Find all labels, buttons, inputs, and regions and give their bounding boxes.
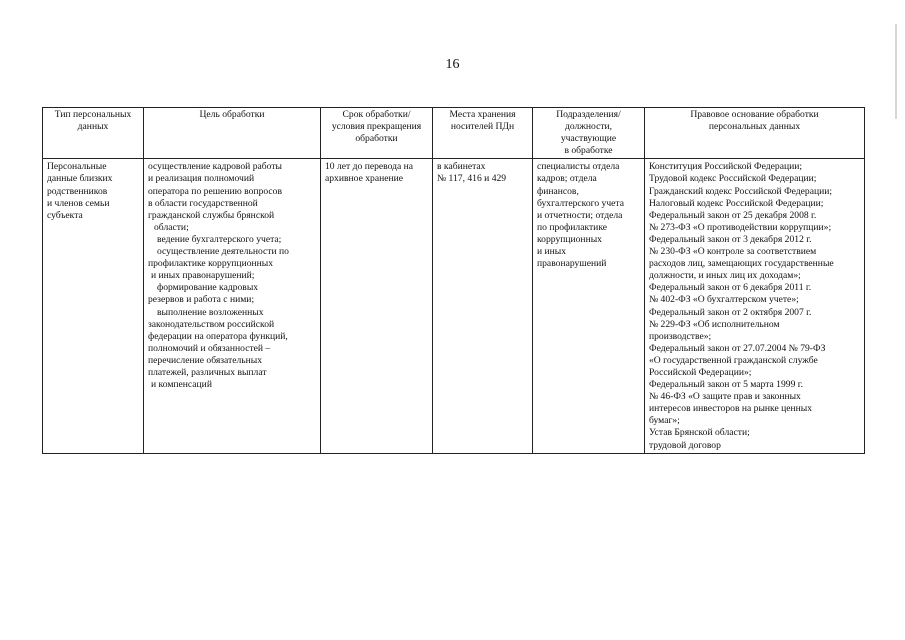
text-line: осуществление кадровой работы (148, 161, 282, 173)
text-line: и иных (537, 246, 567, 258)
text-line: кадров; отдела (537, 173, 597, 185)
text-line: осуществление деятельности по (157, 246, 289, 258)
text-line: Налоговый кодекс Российской Федерации; (649, 197, 824, 209)
header-line: Подразделения/ (556, 109, 621, 120)
text-line: бухгалтерского учета (537, 197, 624, 209)
text-line: интересов инвесторов на рынке ценных (649, 403, 813, 415)
text-line: специалисты отдела (537, 161, 620, 173)
text-line: архивное хранение (325, 173, 403, 185)
text-line: расходов лиц, замещающих государственные (649, 258, 834, 270)
text-line: производстве»; (649, 330, 712, 342)
text-line: области; (154, 221, 189, 233)
text-line: трудовой договор (649, 439, 721, 451)
text-line: в кабинетах (437, 161, 486, 173)
header-line: носителей ПДн (450, 121, 515, 133)
text-line: платежей, различных выплат (148, 366, 267, 378)
text-line: Персональные (47, 161, 107, 173)
text-line: по профилактике (537, 221, 607, 233)
header-line: участвующие (560, 133, 617, 145)
header-line: Цель обработки (199, 109, 265, 120)
header-purpose (144, 108, 321, 159)
header-line: Места хранения (449, 109, 516, 120)
text-line: № 117, 416 и 429 (437, 173, 507, 185)
text-line: и иных правонарушений; (151, 270, 255, 282)
text-line: Федеральный закон от 5 марта 1999 г. (649, 379, 804, 391)
header-units (533, 108, 645, 159)
text-line: и членов семьи (47, 197, 110, 209)
header-storage (433, 108, 533, 159)
text-line: формирование кадровых (157, 282, 259, 294)
header-line: в обработке (564, 145, 613, 157)
text-line: резервов и работа с ними; (148, 294, 255, 306)
text-line: коррупционных (537, 233, 602, 245)
table-row (43, 159, 865, 453)
text-line: Гражданский кодекс Российской Федерации; (649, 185, 833, 197)
header-line: обработки (355, 133, 398, 145)
text-line: родственников (47, 185, 108, 197)
header-line: Тип персональных (54, 109, 132, 120)
text-line: и реализация полномочий (148, 173, 255, 185)
text-line: Федеральный закон от 2 октября 2007 г. (649, 306, 812, 318)
header-line: Срок обработки/ (342, 109, 411, 120)
text-line: Федеральный закон от 6 декабря 2011 г. (649, 282, 812, 294)
cell-units (533, 159, 645, 453)
text-line: данные близких (47, 173, 113, 185)
text-line: 10 лет до перевода на (325, 161, 414, 173)
text-line: № 273-ФЗ «О противодействии коррупции»; (649, 221, 832, 233)
text-line: полномочий и обязанностей – (148, 342, 271, 354)
text-line: оператора по решению вопросов (148, 185, 282, 197)
text-line: Федеральный закон от 3 декабря 2012 г. (649, 233, 812, 245)
header-line: должности, (564, 121, 613, 133)
text-line: федерации на оператора функций, (148, 330, 288, 342)
table-header-row (43, 108, 865, 159)
text-line: финансов, (537, 185, 579, 197)
cell-purpose (144, 159, 321, 453)
text-line: Российской Федерации»; (649, 366, 752, 378)
header-line: данных (77, 121, 109, 133)
text-line: законодательством российской (148, 318, 275, 330)
cell-data-type (43, 159, 144, 453)
text-line: правонарушений (537, 258, 607, 270)
text-line: выполнение возложенных (157, 306, 264, 318)
cell-storage (433, 159, 533, 453)
text-line: Федеральный закон от 25 декабря 2008 г. (649, 209, 817, 221)
text-line: профилактике коррупционных (148, 258, 274, 270)
text-line: и отчетности; отдела (537, 209, 623, 221)
text-line: № 229-ФЗ «Об исполнительном (649, 318, 780, 330)
text-line: № 46-ФЗ «О защите прав и законных (649, 391, 801, 403)
text-line: Трудовой кодекс Российской Федерации; (649, 173, 817, 185)
text-line: бумаг»; (649, 415, 680, 427)
cell-term (321, 159, 433, 453)
text-line: ведение бухгалтерского учета; (157, 233, 282, 245)
text-line: № 230-ФЗ «О контроле за соответствием (649, 246, 817, 258)
header-line: условия прекращения (331, 121, 422, 133)
header-data-type (43, 108, 144, 159)
header-term (321, 108, 433, 159)
text-line: субъекта (47, 209, 83, 221)
text-line: «О государственной гражданской службе (649, 354, 818, 366)
text-line: в области государственной (148, 197, 258, 209)
header-legal-basis (645, 108, 865, 159)
cell-legal-basis (645, 159, 865, 453)
text-line: и компенсаций (151, 379, 212, 391)
personal-data-table (42, 107, 865, 454)
header-line: персональных данных (708, 121, 801, 133)
text-line: перечисление обязательных (148, 354, 263, 366)
header-line: Правовое основание обработки (690, 109, 819, 120)
text-line: Конституция Российской Федерации; (649, 161, 803, 173)
text-line: Устав Брянской области; (649, 427, 750, 439)
text-line: № 402-ФЗ «О бухгалтерском учете»; (649, 294, 799, 306)
page-number: 16 (445, 57, 460, 72)
text-line: Федеральный закон от 27.07.2004 № 79-ФЗ (649, 342, 826, 354)
text-line: гражданской службы брянской (148, 209, 275, 221)
text-line: должности, и иных лиц их доходам»; (649, 270, 801, 282)
